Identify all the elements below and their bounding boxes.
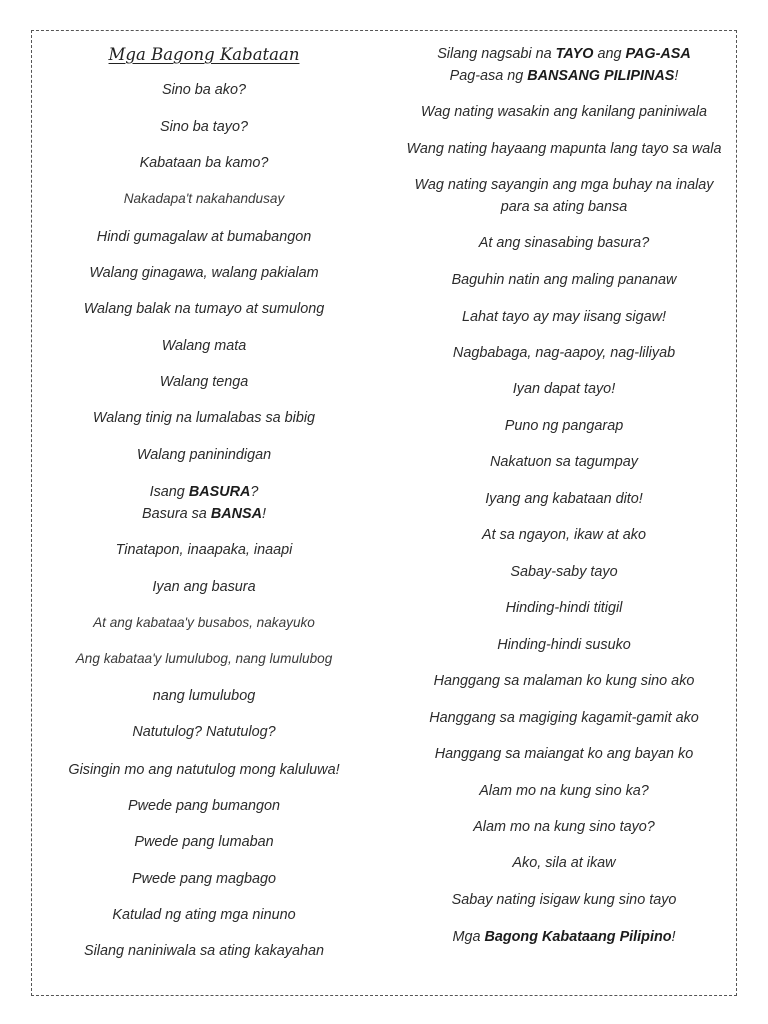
poem-line: Walang tinig na lumalabas sa bibig xyxy=(92,410,316,426)
poem-line: At ang kabataa'y busabos, nakayuko xyxy=(93,615,315,630)
emphasis-text: BANSA xyxy=(210,506,262,522)
poem-line: Hinding-hindi susuko xyxy=(497,637,631,653)
poem-line xyxy=(394,926,734,948)
poem-line: At ang sinasabing basura? xyxy=(478,235,650,251)
poem-line: Walang paninindigan xyxy=(136,447,272,463)
emphasis-text: PAG-ASA xyxy=(625,46,691,62)
poem-line: Hinding-hindi titigil xyxy=(505,600,623,616)
poem-line: Sabay-saby tayo xyxy=(510,564,618,580)
poem-line: Hindi gumagalaw at bumabangon xyxy=(96,229,312,245)
poem-line: Pwede pang bumangon xyxy=(127,798,281,814)
poem-line: Nagbabaga, nag-aapoy, nag-liliyab xyxy=(452,345,676,361)
punctuation: ! xyxy=(261,506,266,522)
poem-line: At sa ngayon, ikaw at ako xyxy=(482,527,646,543)
poem-line: Wang nating hayaang mapunta lang tayo sa wala xyxy=(406,141,722,157)
poem-line: Kabataan ba kamo? xyxy=(139,155,269,171)
punctuation: ! xyxy=(674,68,679,84)
emphasis-text: Bagong Kabataang Pilipino xyxy=(484,929,672,945)
poem-line: para sa ating bansa xyxy=(500,199,628,215)
poem-line: Iyan dapat tayo! xyxy=(512,381,616,397)
poem-line: Ang kabataa'y lumulubog, nang lumulubog xyxy=(75,651,333,666)
line-text: Silang nagsabi na xyxy=(437,46,552,62)
poem-line: Gisingin mo ang natutulog mong kaluluwa! xyxy=(68,762,340,778)
poem-line: Silang naniniwala sa ating kakayahan xyxy=(83,943,324,959)
poem-title: Mga Bagong Kabataan xyxy=(108,45,300,64)
poem-line: Hanggang sa malaman ko kung sino ako xyxy=(433,673,695,689)
poem-line: Iyan ang basura xyxy=(152,579,256,595)
poem-line: Hanggang sa maiangat ko ang bayan ko xyxy=(434,746,694,762)
poem-line: Pwede pang lumaban xyxy=(134,834,274,850)
poem-line: Walang ginagawa, walang pakialam xyxy=(89,265,319,281)
poem-line: Baguhin natin ang maling pananaw xyxy=(451,272,677,288)
poem-line: Nakatuon sa tagumpay xyxy=(490,454,638,470)
emphasis-text: TAYO xyxy=(555,46,594,62)
poem-line: Wag nating sayangin ang mga buhay na inalay xyxy=(414,177,714,193)
poem-line: Sino ba tayo? xyxy=(159,119,248,135)
line-text: ang xyxy=(597,46,622,62)
poem-line: Wag nating wasakin ang kanilang paniniwala xyxy=(420,104,708,120)
poem-line: Sino ba ako? xyxy=(161,82,246,98)
poem-line: Iyang ang kabataan dito! xyxy=(485,491,643,507)
poem-line: Pwede pang magbago xyxy=(131,871,277,887)
punctuation: ! xyxy=(671,929,676,945)
poem-line: nang lumulubog xyxy=(152,688,256,704)
poem-line: Alam mo na kung sino ka? xyxy=(479,783,649,799)
poem-line xyxy=(34,481,374,503)
poem-line: Walang balak na tumayo at sumulong xyxy=(83,301,325,317)
poem-line: Walang tenga xyxy=(159,374,249,390)
poem-line: Lahat tayo ay may iisang sigaw! xyxy=(462,309,666,325)
poem-line: Tinatapon, inaapaka, inaapi xyxy=(115,542,293,558)
poem-line: Puno ng pangarap xyxy=(504,418,624,434)
line-text: Mga xyxy=(452,929,481,945)
poem-line: Alam mo na kung sino tayo? xyxy=(473,819,655,835)
line-text: Basura sa xyxy=(142,506,207,522)
poem-line xyxy=(34,503,374,525)
poem-line xyxy=(394,43,734,65)
poem-line: Nakadapa't nakahandusay xyxy=(123,191,285,206)
poem-line: Hanggang sa magiging kagamit-gamit ako xyxy=(429,710,699,726)
poem-line: Ako, sila at ikaw xyxy=(512,855,616,871)
emphasis-text: BASURA xyxy=(188,484,251,500)
poem-line: Natutulog? Natutulog? xyxy=(132,724,276,740)
poem-line: Katulad ng ating mga ninuno xyxy=(112,907,296,923)
poem-line: Sabay nating isigaw kung sino tayo xyxy=(451,892,677,908)
line-text: Isang xyxy=(149,484,185,500)
poem-line xyxy=(394,65,734,87)
punctuation: ? xyxy=(250,484,259,500)
line-text: Pag-asa ng xyxy=(449,68,524,84)
emphasis-text: BANSANG PILIPINAS xyxy=(527,68,675,84)
poem-line: Walang mata xyxy=(161,338,247,354)
